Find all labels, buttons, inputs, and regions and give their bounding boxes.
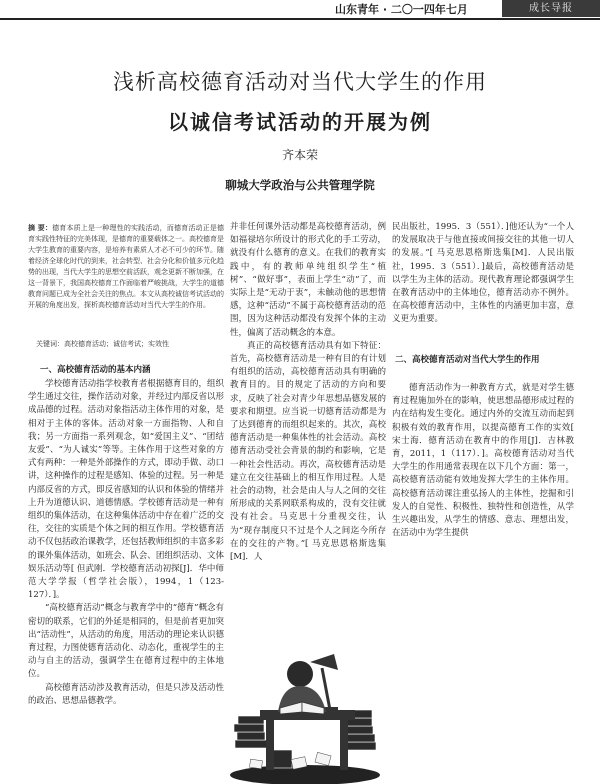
paragraph: 并非任何课外活动都是高校德育活动，例如福禄培尔所设计的形式化的手工劳动，就没有什么德育的意义。在我们的教育实践中，有的教师单纯组织学生“植树”、“做好事”，表面上学生“动”了，而实际上是“无动于衷”，未触动他的思想情感，这种“活动”不属于高校德育活动的范围，因为这种活动都没有发挥个体的主动性，偏离了活动概念的本意。 <box>230 222 386 338</box>
section-heading-1: 一、高校德育活动的基本内涵 <box>40 365 151 375</box>
paragraph: 民出版社，1995．3（551）．]他还认为“一个人的发展取决于与他直接或间接交往的其他一切人的发展。”[ 马克思恩格斯选集[M]．人民出版社，1995．3（551）．]最后，高校德育活动是以学生为主体的活动。现代教育理论都强调学生在教育活动中的主体地位，德育活动亦不例外。在高校德育活动中，主体性的内涵更加丰富，意义更为重要。 <box>392 222 574 325</box>
paragraph: 真正的高校德育活动具有如下特征：首先，高校德育活动是一种有目的有计划有组织的活动，高校德育活动具有明确的教育目的。目的规定了活动的方向和要求，反映了社会对青少年思想品德发展的要求和期望。应当说一切德育活动都是为了达到德育的而组织起来的。其次，高校德育活动是一种集体性的社会活动。高校德育活动受社会背景的制约和影响，它是一种社会性活动。再次，高校德育活动是建立在交往基础上的相互作用过程。人是社会的动物，社会是由人与人之间的交往所形成的关系网联系构成的，没有交往就没有社会。马克思十分重视交往，认为“现存制度只不过是个人之间迄今所存在的交往的产物。”[ 马克思恩格斯选集[M]．人 <box>230 340 386 563</box>
column-3-bottom <box>392 382 574 540</box>
abstract-text: 德育本质上是一种理性的实践活动，而德育活动正是德育实践性特征的完美体现，是德育的重要载体之一。高校德育是大学生教育的重要内容，是培养有素质人才必不可少的环节。随着经济全球化时代的到来，社会转型、社会分化和价值多元化趋势的出现，当代大学生的思想空前活跃，观念更新不断加强，在这一背景下，我国高校德育工作面临着严峻挑战，大学生的道德教育问题已成为全社会关注的焦点。本文从高校诚信考试活动的开展的角度出发，探析高校德育活动对当代大学生的作用。 <box>28 224 225 309</box>
abstract-label: 摘 要： <box>28 223 53 232</box>
section-tag: 成长导报 <box>502 0 600 17</box>
keywords: 关键词：高校德育活动；诚信考试；实效性 <box>36 340 169 348</box>
article-title: 浅析高校德育活动对当代大学生的作用 <box>113 70 487 94</box>
column-2 <box>230 221 386 564</box>
paragraph: 高校德育活动涉及教育活动，但是只涉及活动性的政治、思想品德教学。 <box>28 682 224 706</box>
paragraph: “高校德育活动”概念与教育学中的“德育”概念有密切的联系，它们的外延是相同的，但是前者更加突出“活动性”，从活动的角度，用活动的理论来认识德育过程，力图使德育活动化、动态化，重视学生的主动与自主的活动，强调学生在德育过程中的主体地位。 <box>28 603 224 680</box>
page-header <box>0 0 600 20</box>
abstract <box>28 222 224 311</box>
illustration-student-reading <box>230 590 380 784</box>
header-rule <box>0 18 600 20</box>
paragraph: 学校德育活动指学校教育者根据德育目的，组织学生通过交往，操作活动对象，并经过内部反省以形成品德的过程。活动对象指活动主体作用的对象，是相对于主体的客体。活动对象一方面指物、人和自我；另一方面指一系列观念，如“爱国主义”、“团结友爱”、“为人诚实”等等。主体作用于这些对象的方式有两种：一种是外部操作的方式，即动手做、动口讲，这种操作的过程是感知、体验的过程。另一种是内部反省的方式，即反省感知的认识和体验的情绪并上升为道德认识、道德情感。学校德育活动是一种有组织的集体活动，在这种集体活动中存在着广泛的交往，交往的实质是个体之间的相互作用。学校德育活动不仅包括政治课教学，还包括教师组织的丰富多彩的课外集体活动，如班会、队会、团组织活动、文体娱乐活动等[ 但武刚．学校德育活动初探[J]．华中师范大学学报（哲学社会版），1994，1（123-127）．]。 <box>28 379 224 601</box>
column-1 <box>28 378 224 708</box>
author-name: 齐本荣 <box>281 148 318 162</box>
author-affiliation: 聊城大学政治与公共管理学院 <box>225 178 375 192</box>
column-3-top <box>392 221 574 327</box>
section-heading-2: 二、高校德育活动对当代大学生的作用 <box>395 355 540 365</box>
paragraph: 德育活动作为一种教育方式，就是对学生德育过程施加外在的影响，使思想品德形成过程的内在结构发生变化。通过内外的交流互动而起到积极有效的教育作用，以提高德育工作的实效[ 宋士海．德育活动在教育中的作用[J]．吉林教育，2011，1（117）．]。高校德育活动对当代大学生的作用通常表现在以下几个方面：第一，高校德育活动能有效地发挥大学生的主体作用。高校德育活动课注重弘扬人的主体性，挖掘和引发人的自觉性、积极性、独特性和创造性，从学生兴趣出发，从学生的情感、意志、理想出发，在活动中为学生提供 <box>392 383 574 539</box>
article-subtitle: 以诚信考试活动的开展为例 <box>168 110 432 134</box>
publication-info: 山东青年 · 二〇一四年七月 <box>335 3 468 16</box>
